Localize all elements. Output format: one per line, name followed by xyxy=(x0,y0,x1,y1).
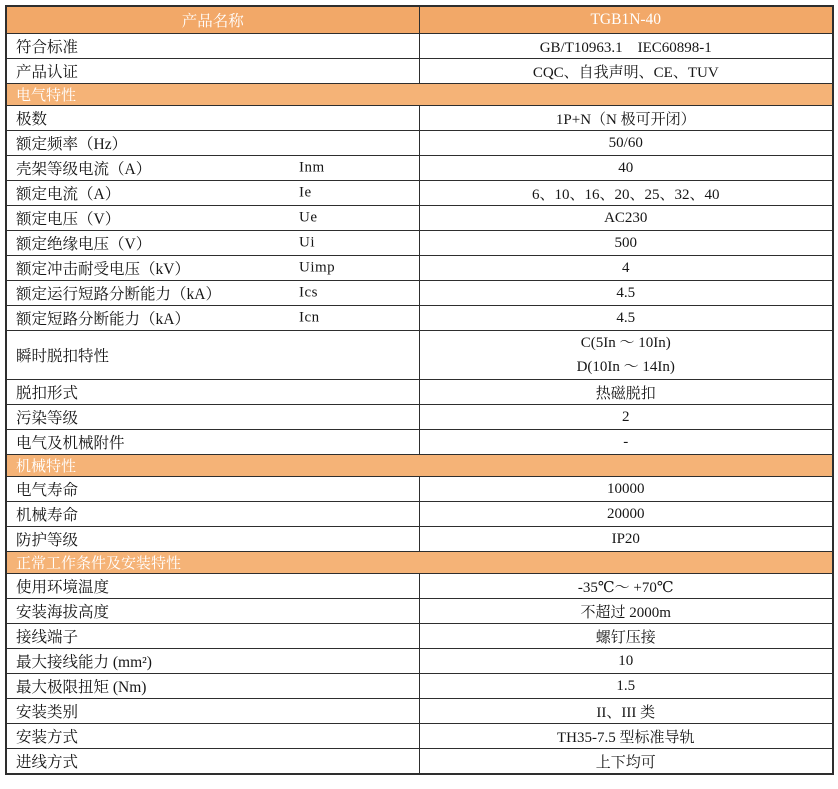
spec-value-cell: 10000 xyxy=(419,477,833,502)
spec-label: 电气及机械附件 xyxy=(16,435,125,452)
spec-symbol: Uimp xyxy=(299,259,336,276)
spec-label: 产品认证 xyxy=(16,64,79,81)
section-title: 机械特性 xyxy=(6,455,833,477)
spec-label: 额定电压（V） xyxy=(16,211,121,228)
spec-label-cell xyxy=(6,574,419,599)
spec-value-cell: 500 xyxy=(419,231,833,256)
table-row xyxy=(6,331,833,380)
spec-label-cell xyxy=(6,256,419,281)
table-row xyxy=(6,477,833,502)
table-row xyxy=(6,527,833,552)
spec-label-cell xyxy=(6,331,419,380)
spec-value-line: C(5In ～ 10In) xyxy=(580,335,671,351)
spec-label-cell xyxy=(6,674,419,699)
spec-label-cell xyxy=(6,405,419,430)
spec-value-cell: 1.5 xyxy=(419,674,833,699)
table-row xyxy=(6,181,833,206)
spec-label: 安装类别 xyxy=(16,704,79,721)
spec-value-cell: 6、10、16、20、25、32、40 xyxy=(419,181,833,206)
table-row xyxy=(6,34,833,59)
spec-value-cell: CQC、自我声明、CE、TUV xyxy=(419,59,833,84)
spec-label: 瞬时脱扣特性 xyxy=(16,348,110,365)
table-row xyxy=(6,59,833,84)
spec-label: 污染等级 xyxy=(16,410,79,427)
table-row xyxy=(6,106,833,131)
section-header-row xyxy=(6,84,833,106)
spec-label: 电气寿命 xyxy=(16,482,79,499)
spec-label: 进线方式 xyxy=(16,754,79,771)
spec-value-cell: 4.5 xyxy=(419,306,833,331)
spec-symbol: Ie xyxy=(299,184,312,201)
table-row xyxy=(6,206,833,231)
spec-label-cell xyxy=(6,649,419,674)
spec-value-cell: 20000 xyxy=(419,502,833,527)
spec-label: 机械寿命 xyxy=(16,507,79,524)
spec-label-cell xyxy=(6,724,419,749)
spec-symbol: Inm xyxy=(299,159,325,176)
spec-value-cell: 上下均可 xyxy=(419,749,833,775)
table-row xyxy=(6,156,833,181)
spec-value-cell: II、III 类 xyxy=(419,699,833,724)
table-row xyxy=(6,599,833,624)
spec-label-cell xyxy=(6,34,419,59)
product-name-header: 产品名称 xyxy=(6,6,419,34)
spec-label: 安装海拔高度 xyxy=(16,604,110,621)
spec-label: 额定运行短路分断能力（kA） xyxy=(16,286,221,303)
table-row xyxy=(6,256,833,281)
spec-value-cell: TH35-7.5 型标准导轨 xyxy=(419,724,833,749)
spec-symbol: Ui xyxy=(299,234,315,251)
table-row xyxy=(6,502,833,527)
spec-sheet xyxy=(5,5,832,775)
spec-label-cell xyxy=(6,181,419,206)
spec-value-cell: 2 xyxy=(419,405,833,430)
spec-value-cell: 4.5 xyxy=(419,281,833,306)
product-model-header: TGB1N-40 xyxy=(419,6,833,34)
spec-label: 额定频率（Hz） xyxy=(16,136,128,153)
spec-label-cell xyxy=(6,527,419,552)
section-header-row xyxy=(6,552,833,574)
spec-symbol: Ics xyxy=(299,284,318,301)
spec-label: 额定短路分断能力（kA） xyxy=(16,311,190,328)
spec-label: 使用环境温度 xyxy=(16,579,110,596)
spec-value-cell: IP20 xyxy=(419,527,833,552)
spec-table-body xyxy=(6,34,833,775)
spec-label-cell xyxy=(6,502,419,527)
spec-label: 额定绝缘电压（V） xyxy=(16,236,152,253)
spec-symbol: Icn xyxy=(299,309,320,326)
spec-value-cell xyxy=(419,331,833,380)
product-header-row xyxy=(6,6,833,34)
spec-label-cell xyxy=(6,231,419,256)
spec-label-cell xyxy=(6,749,419,775)
table-row xyxy=(6,649,833,674)
spec-label-cell xyxy=(6,624,419,649)
spec-label-cell xyxy=(6,306,419,331)
table-row xyxy=(6,430,833,455)
section-header-row xyxy=(6,455,833,477)
spec-label: 额定冲击耐受电压（kV） xyxy=(16,261,190,278)
spec-label: 防护等级 xyxy=(16,532,79,549)
section-title: 正常工作条件及安装特性 xyxy=(6,552,833,574)
table-row xyxy=(6,281,833,306)
table-row xyxy=(6,231,833,256)
spec-value-cell: -35℃～ +70℃ xyxy=(419,574,833,599)
table-row xyxy=(6,574,833,599)
spec-value-cell: 4 xyxy=(419,256,833,281)
spec-value-cell: AC230 xyxy=(419,206,833,231)
table-row xyxy=(6,724,833,749)
spec-value-cell: 螺钉压接 xyxy=(419,624,833,649)
spec-label: 最大极限扭矩 (Nm) xyxy=(16,679,147,696)
table-row xyxy=(6,624,833,649)
table-row xyxy=(6,405,833,430)
spec-label-cell xyxy=(6,430,419,455)
spec-value-cell: GB/T10963.1 IEC60898-1 xyxy=(419,34,833,59)
section-title: 电气特性 xyxy=(6,84,833,106)
spec-value-cell: 40 xyxy=(419,156,833,181)
table-row xyxy=(6,674,833,699)
spec-label-cell xyxy=(6,477,419,502)
spec-value-line: D(10In ～ 14In) xyxy=(576,359,675,375)
spec-label-cell xyxy=(6,380,419,405)
spec-label-cell xyxy=(6,106,419,131)
table-row xyxy=(6,749,833,775)
spec-label: 最大接线能力 (mm²) xyxy=(16,654,152,671)
spec-label-cell xyxy=(6,206,419,231)
spec-label: 壳架等级电流（A） xyxy=(16,161,152,178)
spec-label-cell xyxy=(6,281,419,306)
spec-label: 安装方式 xyxy=(16,729,79,746)
spec-value-cell: 热磁脱扣 xyxy=(419,380,833,405)
spec-label: 脱扣形式 xyxy=(16,385,79,402)
spec-label-cell xyxy=(6,699,419,724)
spec-value-cell: - xyxy=(419,430,833,455)
spec-label-cell xyxy=(6,599,419,624)
spec-value-cell: 50/60 xyxy=(419,131,833,156)
spec-label: 额定电流（A） xyxy=(16,186,121,203)
spec-label: 符合标准 xyxy=(16,39,79,56)
table-row xyxy=(6,306,833,331)
table-row xyxy=(6,131,833,156)
spec-label-cell xyxy=(6,59,419,84)
spec-symbol: Ue xyxy=(299,209,318,226)
spec-label: 极数 xyxy=(16,111,48,128)
spec-value-cell: 10 xyxy=(419,649,833,674)
spec-label-cell xyxy=(6,156,419,181)
spec-label: 接线端子 xyxy=(16,629,79,646)
spec-value-cell: 不超过 2000m xyxy=(419,599,833,624)
spec-label-cell xyxy=(6,131,419,156)
product-spec-table xyxy=(5,5,834,775)
table-row xyxy=(6,380,833,405)
table-row xyxy=(6,699,833,724)
spec-value-cell: 1P+N（N 极可开闭） xyxy=(419,106,833,131)
